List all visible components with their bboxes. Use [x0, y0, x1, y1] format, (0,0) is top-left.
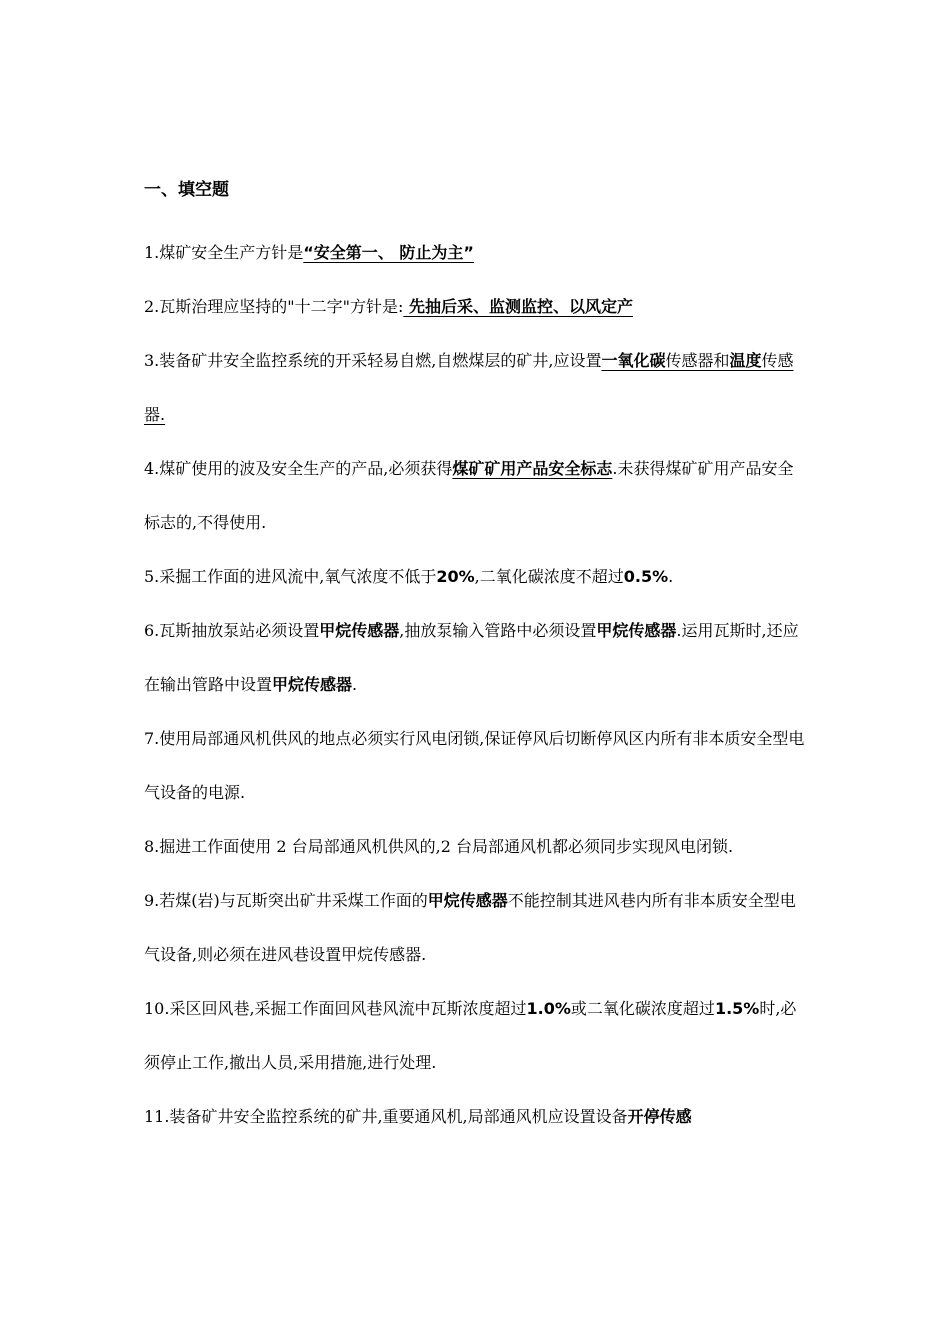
answer-text: 开停传感 — [627, 1107, 692, 1126]
question-text: .运用瓦斯时,还应在输出管路中设置 — [144, 621, 799, 694]
question-item — [144, 442, 809, 550]
answer-text: 一氧化碳 — [601, 351, 666, 370]
question-list — [144, 226, 809, 1144]
question-text: . — [668, 567, 674, 586]
question-item — [144, 550, 809, 604]
question-item — [144, 874, 809, 982]
question-text: .未获得煤矿矿用产品安全标志的,不得使用. — [144, 459, 794, 532]
answer-text: 0.5% — [623, 567, 669, 586]
question-text: 或二氧化碳浓度超过 — [570, 999, 715, 1018]
answer-text: 甲烷传感器 — [272, 675, 353, 694]
question-text: . — [352, 675, 358, 694]
answer-text: 甲烷传感器 — [596, 621, 677, 640]
question-text: 传感器. — [144, 351, 794, 424]
answer-text: 甲烷传感器 — [319, 621, 400, 640]
question-text: 2.瓦斯治理应坚持的"十二字"方针是: — [144, 297, 404, 316]
answer-text: 20% — [436, 567, 475, 586]
question-text: 7.使用局部通风机供风的地点必须实行风电闭锁,保证停风后切断停风区内所有非本质安全型电气设备的电源. — [144, 729, 805, 802]
section-heading: 一、填空题 — [144, 180, 229, 200]
question-text: 3.装备矿井安全监控系统的开采轻易自燃,自燃煤层的矿井,应设置 — [144, 351, 602, 370]
question-text: 8.掘进工作面使用 2 台局部通风机供风的,2 台局部通风机都必须同步实现风电闭锁. — [144, 837, 734, 856]
question-item — [144, 982, 809, 1090]
question-text: 不能控制其进风巷内所有非本质安全型电气设备,则必须在进风巷设置甲烷传感器. — [144, 891, 796, 964]
question-item — [144, 1090, 809, 1144]
question-item — [144, 280, 809, 334]
question-text: 6.瓦斯抽放泵站必须设置 — [144, 621, 320, 640]
question-text: ,抽放泵输入管路中必须设置 — [399, 621, 597, 640]
question-item — [144, 226, 809, 280]
question-item — [144, 820, 809, 874]
question-text: 传感器和 — [665, 351, 730, 370]
question-text: 时,必须停止工作,撤出人员,采用措施,进行处理. — [144, 999, 797, 1072]
answer-text: 1.5% — [714, 999, 760, 1018]
answer-text: 煤矿矿用产品安全标志 — [452, 459, 613, 478]
answer-text: 1.0% — [526, 999, 571, 1018]
answer-text: 温度 — [729, 351, 762, 370]
question-text: 4.煤矿使用的波及安全生产的产品,必须获得 — [144, 459, 453, 478]
question-text: 11.装备矿井安全监控系统的矿井,重要通风机,局部通风机应设置设备 — [144, 1107, 628, 1126]
question-text: ,二氧化碳浓度不超过 — [474, 567, 624, 586]
question-text: 9.若煤(岩)与瓦斯突出矿井采煤工作面的 — [144, 891, 428, 910]
question-text: 10.采区回风巷,采掘工作面回风巷风流中瓦斯浓度超过 — [144, 999, 527, 1018]
question-item — [144, 334, 809, 442]
question-text: 1.煤矿安全生产方针是 — [144, 243, 304, 262]
answer-text: 甲烷传感器 — [427, 891, 508, 910]
answer-text: “安全第一、 防止为主” — [303, 243, 474, 262]
document-body — [144, 172, 809, 1144]
question-text: 5.采掘工作面的进风流中,氧气浓度不低于 — [144, 567, 437, 586]
answer-text: 先抽后采、监测监控、以风定产 — [403, 297, 633, 316]
question-item — [144, 604, 809, 712]
question-item — [144, 712, 809, 820]
